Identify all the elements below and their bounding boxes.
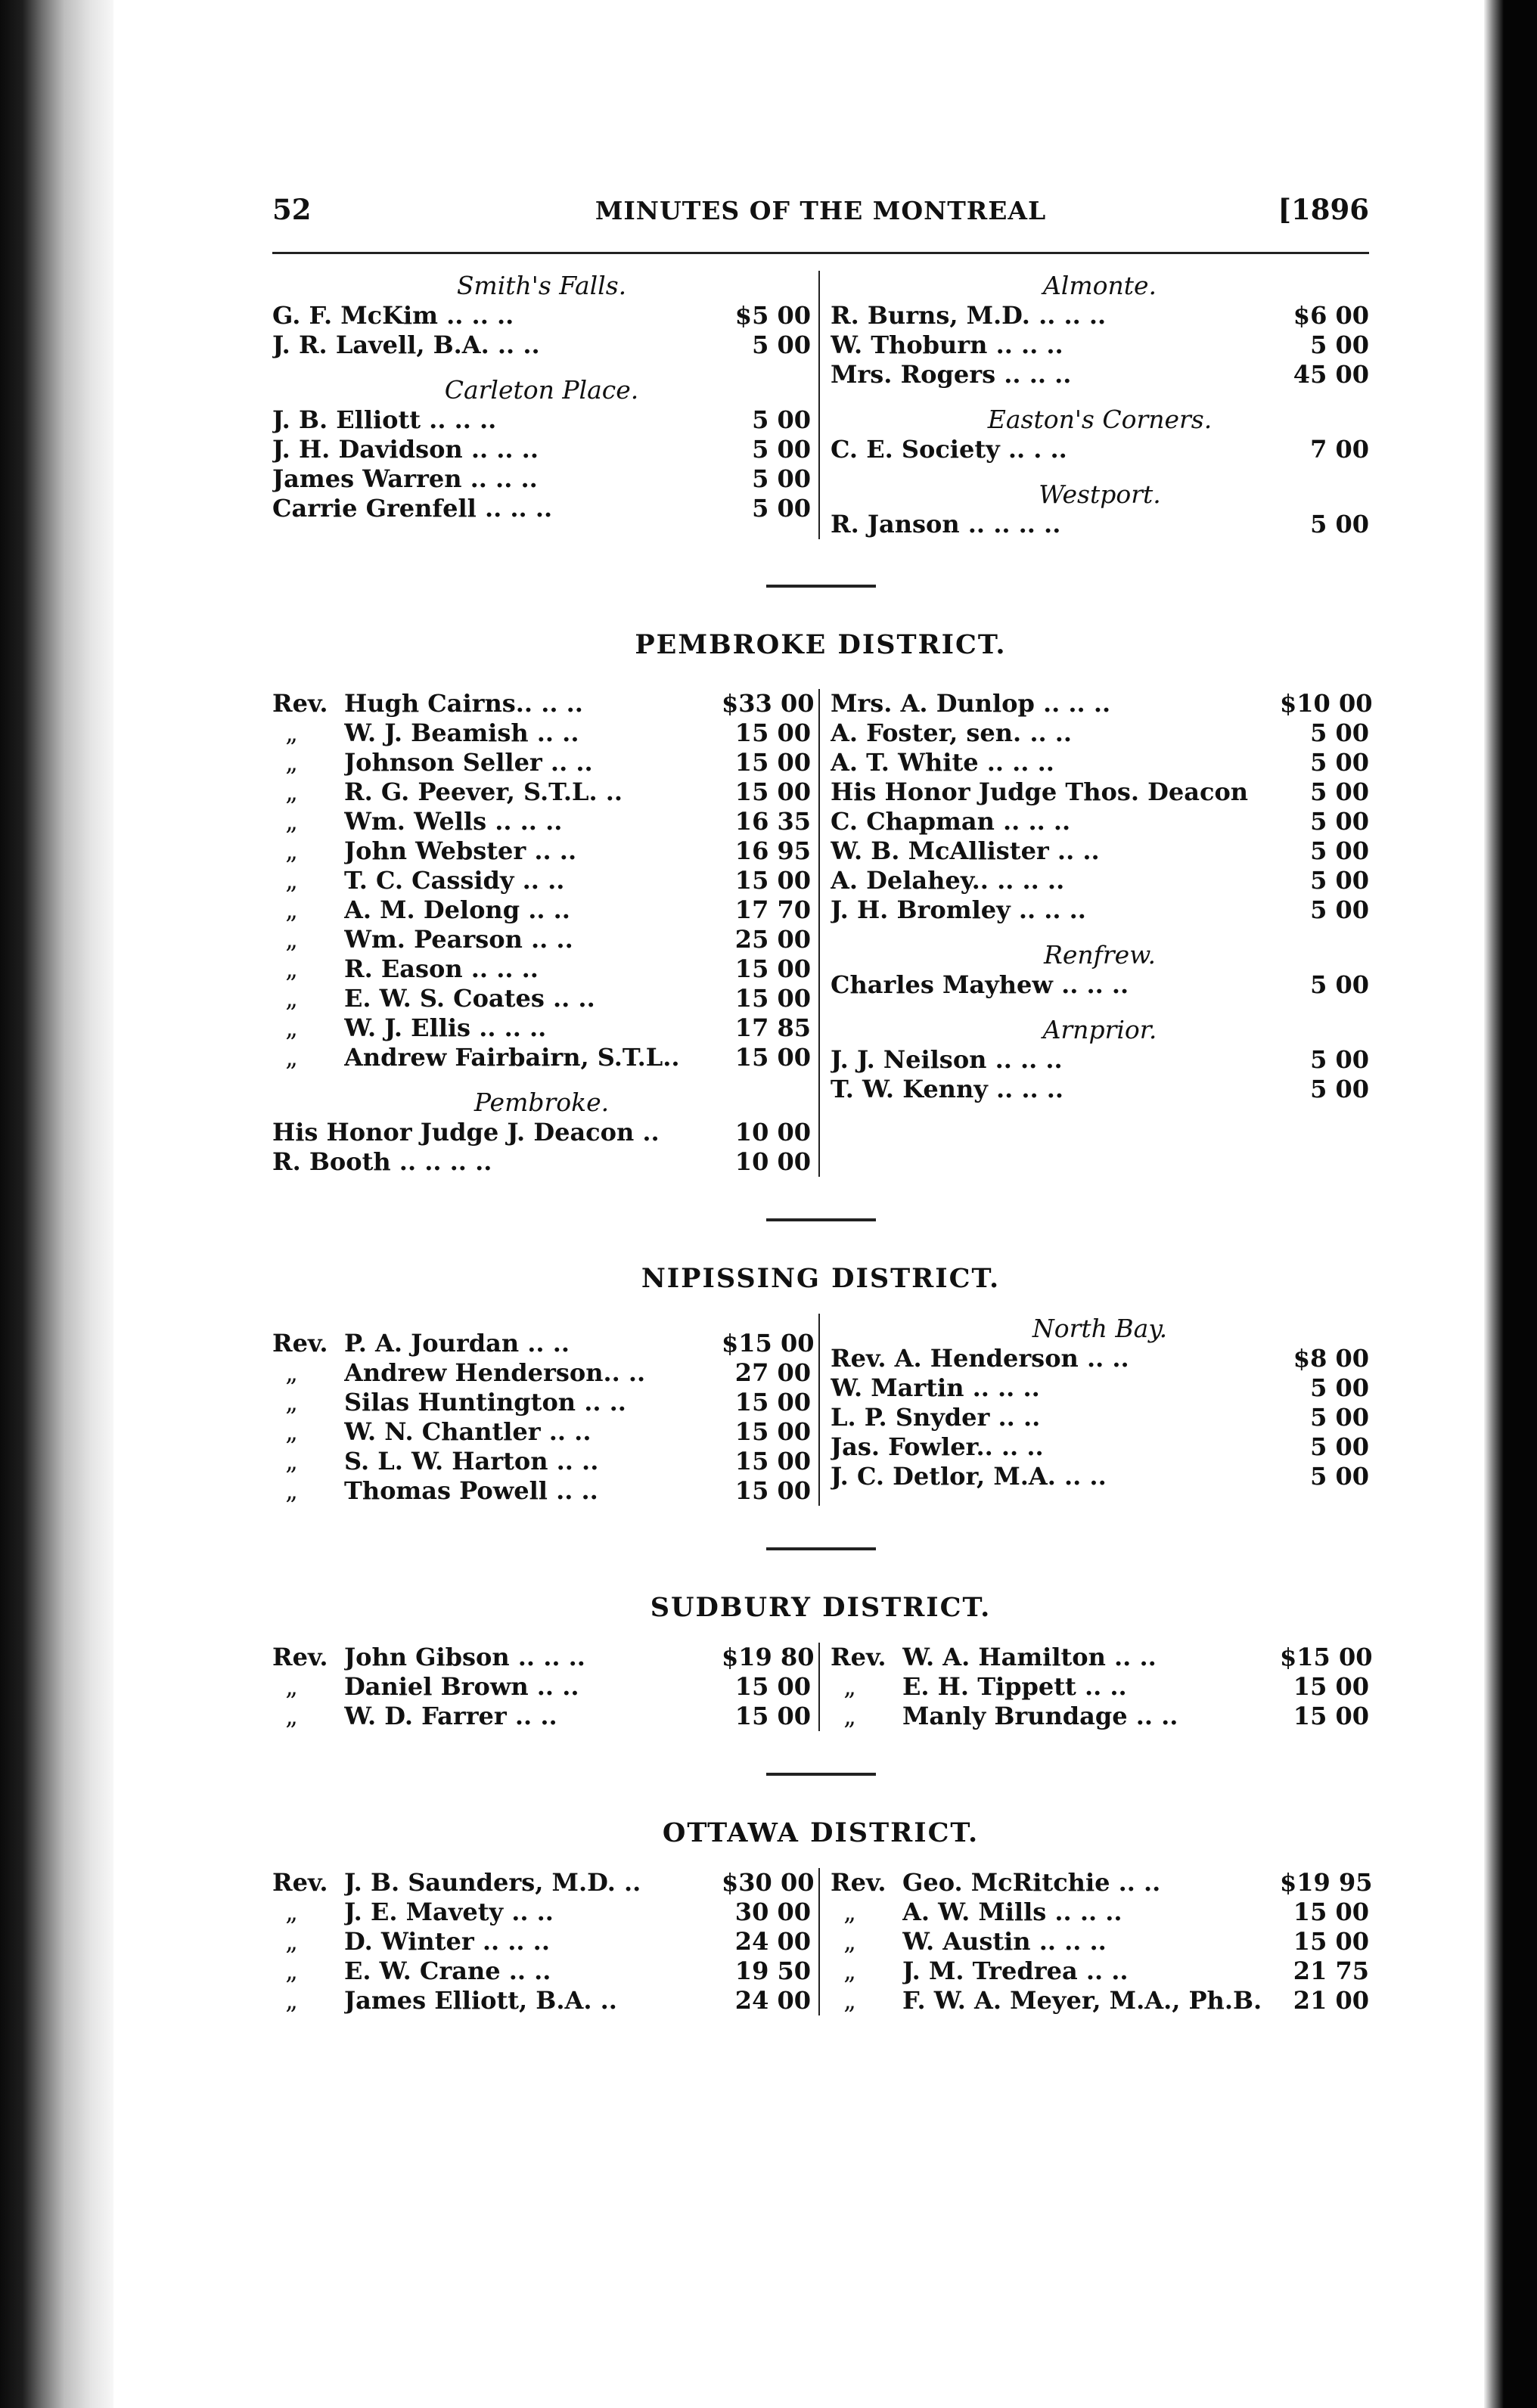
ledger-row (272, 836, 811, 866)
contribution-amount: 17 70 (734, 895, 811, 924)
ledger-row (272, 1868, 815, 1898)
contributor-name: R. Burns, M.D. .. .. .. (831, 301, 1107, 330)
ledger-row (272, 1043, 811, 1072)
contributor-name: J. H. Bromley .. .. .. (831, 895, 1086, 924)
ledger-row (272, 330, 811, 360)
ditto-mark: „ (843, 1898, 856, 1926)
contribution-amount: 5 00 (752, 464, 811, 493)
contribution-amount: 15 00 (734, 1672, 811, 1701)
contributor-name: W. Austin .. .. .. (902, 1927, 1107, 1956)
contributor-name: R. Eason .. .. .. (344, 954, 539, 983)
contributor-name: W. A. Hamilton .. .. (902, 1643, 1157, 1671)
ditto-mark: „ (285, 1672, 298, 1701)
ditto-mark: „ (285, 954, 298, 983)
ditto-mark: „ (285, 1702, 298, 1730)
locality-heading: Westport. (1039, 479, 1161, 509)
ledger-row (831, 510, 1369, 539)
scan-right-edge (1484, 0, 1537, 2408)
sudbury-right-column (820, 1643, 1373, 1731)
contribution-amount: 5 00 (1310, 836, 1369, 865)
contributor-name: Mrs. A. Dunlop .. .. .. (831, 689, 1111, 718)
ledger-row (831, 689, 1373, 718)
running-title: MINUTES OF THE MONTREAL (595, 196, 1047, 225)
ottawa-section (272, 1868, 1373, 2015)
top-right-column (820, 271, 1369, 539)
contribution-amount: 5 00 (1310, 748, 1369, 777)
contributor-name: J. B. Saunders, M.D. .. (344, 1868, 641, 1897)
spacer (272, 360, 811, 375)
ledger-row (272, 301, 811, 330)
ledger-row (272, 1672, 811, 1702)
locality-heading: Arnprior. (1042, 1015, 1157, 1044)
sudbury-section (272, 1643, 1373, 1731)
locality-heading: Carleton Place. (444, 375, 639, 405)
rev-prefix: Rev. (272, 1329, 328, 1358)
ledger-row (831, 807, 1369, 836)
nipissing-section (272, 1314, 1369, 1506)
ledger-row (831, 836, 1369, 866)
contribution-amount: 15 00 (734, 748, 811, 777)
ledger-row (831, 1868, 1373, 1898)
ottawa-right-column (820, 1868, 1373, 2015)
rev-prefix: Rev. (272, 1643, 328, 1671)
contributor-name: Silas Huntington .. .. (344, 1388, 626, 1417)
ledger-row (272, 984, 811, 1013)
contributor-name: W. J. Ellis .. .. .. (344, 1013, 547, 1042)
contributor-name: His Honor Judge J. Deacon .. (272, 1118, 660, 1147)
contribution-amount: 15 00 (734, 777, 811, 806)
contributor-name: Daniel Brown .. .. (344, 1672, 579, 1701)
ledger-row (272, 1329, 815, 1358)
ledger-row (831, 1344, 1369, 1373)
contributor-name: R. G. Peever, S.T.L. .. (344, 777, 623, 806)
contribution-amount: 5 00 (1310, 1045, 1369, 1074)
contributor-name: W. J. Beamish .. .. (344, 718, 579, 747)
contributor-name: L. P. Snyder .. .. (831, 1403, 1041, 1432)
spacer (831, 389, 1369, 405)
ledger-row (272, 954, 811, 984)
ledger-row (831, 360, 1369, 389)
ditto-mark: „ (843, 1956, 856, 1985)
contributor-name: Carrie Grenfell .. .. .. (272, 494, 553, 523)
ledger-row (831, 301, 1369, 330)
contributor-name: Hugh Cairns.. .. .. (344, 689, 583, 718)
contribution-amount: 5 00 (1310, 777, 1369, 806)
ledger-row (831, 777, 1369, 807)
contribution-amount: 5 00 (1310, 330, 1369, 359)
contributor-name: Mrs. Rogers .. .. .. (831, 360, 1072, 389)
contribution-amount: 15 00 (734, 1388, 811, 1417)
contribution-amount: $15 00 (722, 1329, 815, 1358)
ledger-row (272, 866, 811, 895)
contribution-amount: 21 75 (1293, 1956, 1369, 1985)
contributor-name: J. R. Lavell, B.A. .. .. (272, 330, 540, 359)
ledger-row (272, 925, 811, 954)
contributor-name: John Gibson .. .. .. (344, 1643, 585, 1671)
ledger-row (831, 866, 1369, 895)
contributor-name: J. J. Neilson .. .. .. (831, 1045, 1063, 1074)
contributor-name: R. Janson .. .. .. .. (831, 510, 1061, 538)
rev-prefix: Rev. (831, 1643, 886, 1671)
ledger-row (831, 748, 1369, 777)
ditto-mark: „ (285, 1043, 298, 1072)
locality-heading: Renfrew. (1044, 940, 1156, 970)
ledger-row (272, 895, 811, 925)
contributor-name: J. C. Detlor, M.A. .. .. (831, 1462, 1107, 1491)
ledger-row (831, 1075, 1369, 1104)
contribution-amount: $19 95 (1280, 1868, 1373, 1897)
contribution-amount: 19 50 (734, 1956, 811, 1985)
ditto-mark: „ (285, 895, 298, 924)
locality-heading: Almonte. (1042, 271, 1157, 300)
spacer (831, 1000, 1369, 1015)
ledger-row (272, 1476, 811, 1506)
ditto-mark: „ (285, 984, 298, 1013)
ledger-row (831, 435, 1369, 464)
ledger-row (272, 777, 811, 807)
ledger-row (272, 464, 811, 494)
ledger-row (831, 330, 1369, 360)
contribution-amount: 10 00 (734, 1118, 811, 1147)
contribution-amount: 30 00 (734, 1898, 811, 1926)
ledger-row (272, 1358, 811, 1388)
contributor-name: E. W. Crane .. .. (344, 1956, 551, 1985)
ditto-mark: „ (285, 1358, 298, 1387)
spacer (831, 925, 1369, 940)
contribution-amount: 5 00 (752, 435, 811, 464)
top-left-column (272, 271, 820, 539)
contributor-name: A. W. Mills .. .. .. (902, 1898, 1122, 1926)
ditto-mark: „ (285, 1898, 298, 1926)
contribution-amount: 15 00 (1293, 1927, 1369, 1956)
ledger-row (272, 1898, 811, 1927)
ditto-mark: „ (285, 925, 298, 954)
contributor-name: His Honor Judge Thos. Deacon (831, 777, 1249, 806)
ledger-row (272, 807, 811, 836)
contributor-name: R. Booth .. .. .. .. (272, 1147, 492, 1176)
contribution-amount: 15 00 (734, 1417, 811, 1446)
ditto-mark: „ (285, 866, 298, 895)
district-title-sudbury: SUDBURY DISTRICT. (650, 1592, 992, 1623)
top-section (272, 271, 1369, 539)
ditto-mark: „ (843, 1927, 856, 1956)
spacer (272, 1314, 811, 1329)
ditto-mark: „ (285, 1476, 298, 1505)
contribution-amount: 17 85 (734, 1013, 811, 1042)
ditto-mark: „ (843, 1702, 856, 1730)
ditto-mark: „ (285, 836, 298, 865)
contribution-amount: 15 00 (734, 954, 811, 983)
contribution-amount: 5 00 (1310, 1462, 1369, 1491)
contributor-name: Manly Brundage .. .. (902, 1702, 1178, 1730)
contribution-amount: 5 00 (1310, 1403, 1369, 1432)
contributor-name: J. H. Davidson .. .. .. (272, 435, 539, 464)
contributor-name: A. Foster, sen. .. .. (831, 718, 1073, 747)
ledger-row (272, 494, 811, 523)
ledger-row (272, 405, 811, 435)
contributor-name: Johnson Seller .. .. (344, 748, 593, 777)
contribution-amount: 5 00 (752, 405, 811, 434)
ledger-row (272, 1388, 811, 1417)
ditto-mark: „ (285, 1447, 298, 1476)
nipissing-left-column (272, 1314, 820, 1506)
contribution-amount: $5 00 (734, 301, 811, 330)
ledger-row (831, 1403, 1369, 1432)
contributor-name: E. W. S. Coates .. .. (344, 984, 595, 1013)
district-title-nipissing: NIPISSING DISTRICT. (641, 1263, 1001, 1294)
ottawa-left-column (272, 1868, 820, 2015)
contribution-amount: 15 00 (734, 718, 811, 747)
ditto-mark: „ (843, 1986, 856, 2015)
spacer (831, 464, 1369, 479)
rev-prefix: Rev. (272, 689, 328, 718)
pembroke-left-column (272, 689, 820, 1177)
ledger-row (272, 748, 811, 777)
contributor-name: W. B. McAllister .. .. (831, 836, 1100, 865)
locality-heading: Pembroke. (474, 1088, 610, 1117)
contributor-name: Jas. Fowler.. .. .. (831, 1432, 1044, 1461)
contributor-name: James Elliott, B.A. .. (344, 1986, 617, 2015)
ledger-row (831, 1462, 1369, 1491)
contributor-name: John Webster .. .. (344, 836, 577, 865)
contributor-name: S. L. W. Harton .. .. (344, 1447, 599, 1476)
ledger-row (831, 1432, 1369, 1462)
ledger-row (272, 689, 815, 718)
ledger-row (272, 718, 811, 748)
ledger-row (831, 1986, 1369, 2015)
spacer (272, 1072, 811, 1088)
ditto-mark: „ (285, 1013, 298, 1042)
contributor-name: Charles Mayhew .. .. .. (831, 970, 1129, 999)
contributor-name: Wm. Pearson .. .. (344, 925, 573, 954)
contributor-name: E. H. Tippett .. .. (902, 1672, 1127, 1701)
contributor-name: Andrew Fairbairn, S.T.L.. (344, 1043, 680, 1072)
ledger-row (831, 1956, 1369, 1986)
contribution-amount: 15 00 (1293, 1672, 1369, 1701)
ledger-row (272, 1447, 811, 1476)
ledger-row (272, 435, 811, 464)
ledger-row (272, 1417, 811, 1447)
contribution-amount: 15 00 (734, 984, 811, 1013)
ledger-row (272, 1118, 811, 1147)
ledger-row (831, 1898, 1369, 1927)
contribution-amount: 15 00 (734, 1447, 811, 1476)
ditto-mark: „ (843, 1672, 856, 1701)
ditto-mark: „ (285, 1956, 298, 1985)
ledger-row (831, 1702, 1369, 1731)
contribution-amount: 5 00 (752, 494, 811, 523)
page-header (272, 193, 1369, 246)
contribution-amount: 16 35 (734, 807, 811, 836)
page-number: 52 (272, 193, 312, 226)
contributor-name: T. C. Cassidy .. .. (344, 866, 565, 895)
contribution-amount: 5 00 (1310, 1373, 1369, 1402)
sudbury-left-column (272, 1643, 820, 1731)
contribution-amount: $10 00 (1280, 689, 1373, 718)
contribution-amount: 27 00 (734, 1358, 811, 1387)
contribution-amount: 5 00 (1310, 1432, 1369, 1461)
contributor-name: W. N. Chantler .. .. (344, 1417, 592, 1446)
district-title-pembroke: PEMBROKE DISTRICT. (635, 629, 1007, 660)
locality-heading: Smith's Falls. (456, 271, 627, 300)
ditto-mark: „ (285, 807, 298, 836)
header-year: [1896 (1278, 193, 1369, 226)
contribution-amount: $19 80 (722, 1643, 815, 1671)
contributor-name: T. W. Kenny .. .. .. (831, 1075, 1064, 1103)
contribution-amount: 15 00 (734, 866, 811, 895)
ledger-row (831, 970, 1369, 1000)
ditto-mark: „ (285, 718, 298, 747)
contribution-amount: 24 00 (734, 1927, 811, 1956)
ditto-mark: „ (285, 1388, 298, 1417)
ditto-mark: „ (285, 1986, 298, 2015)
contribution-amount: 25 00 (734, 925, 811, 954)
rev-prefix: Rev. (831, 1868, 886, 1897)
contributor-name: J. E. Mavety .. .. (344, 1898, 554, 1926)
contribution-amount: 5 00 (1310, 510, 1369, 538)
ledger-row (272, 1013, 811, 1043)
contribution-amount: 5 00 (1310, 807, 1369, 836)
contribution-amount: 15 00 (734, 1476, 811, 1505)
contributor-name: F. W. A. Meyer, M.A., Ph.B. (902, 1986, 1262, 2015)
nipissing-right-column (820, 1314, 1369, 1506)
contributor-name: A. T. White .. .. .. (831, 748, 1054, 777)
contributor-name: Wm. Wells .. .. .. (344, 807, 563, 836)
contribution-amount: 5 00 (1310, 718, 1369, 747)
contribution-amount: 5 00 (1310, 1075, 1369, 1103)
ledger-row (831, 895, 1369, 925)
contributor-name: W. Thoburn .. .. .. (831, 330, 1063, 359)
contributor-name: W. Martin .. .. .. (831, 1373, 1040, 1402)
rev-prefix: Rev. (272, 1868, 328, 1897)
contributor-name: W. D. Farrer .. .. (344, 1702, 557, 1730)
contribution-amount: 7 00 (1310, 435, 1369, 464)
contributor-name: Thomas Powell .. .. (344, 1476, 598, 1505)
contribution-amount: 10 00 (734, 1147, 811, 1176)
contributor-name: Rev. A. Henderson .. .. (831, 1344, 1129, 1373)
ditto-mark: „ (285, 1927, 298, 1956)
ledger-row (831, 718, 1369, 748)
contribution-amount: 24 00 (734, 1986, 811, 2015)
contribution-amount: $15 00 (1280, 1643, 1373, 1671)
ledger-row (272, 1702, 811, 1731)
contribution-amount: $30 00 (722, 1868, 815, 1897)
contribution-amount: 5 00 (1310, 970, 1369, 999)
ledger-row (831, 1373, 1369, 1403)
contributor-name: A. M. Delong .. .. (344, 895, 570, 924)
district-title-ottawa: OTTAWA DISTRICT. (662, 1817, 980, 1848)
contributor-name: J. B. Elliott .. .. .. (272, 405, 497, 434)
contribution-amount: $8 00 (1293, 1344, 1369, 1373)
contributor-name: C. E. Society .. . .. (831, 435, 1067, 464)
contributor-name: J. M. Tredrea .. .. (902, 1956, 1129, 1985)
contribution-amount: 21 00 (1293, 1986, 1369, 2015)
contribution-amount: 15 00 (1293, 1702, 1369, 1730)
ditto-mark: „ (285, 748, 298, 777)
contribution-amount: 15 00 (734, 1702, 811, 1730)
contributor-name: G. F. McKim .. .. .. (272, 301, 514, 330)
ditto-mark: „ (285, 777, 298, 806)
contribution-amount: 5 00 (752, 330, 811, 359)
contributor-name: A. Delahey.. .. .. .. (831, 866, 1065, 895)
contributor-name: Geo. McRitchie .. .. (902, 1868, 1161, 1897)
contributor-name: Andrew Henderson.. .. (344, 1358, 646, 1387)
ledger-row (272, 1986, 811, 2015)
contribution-amount: 5 00 (1310, 895, 1369, 924)
scan-left-edge (0, 0, 113, 2408)
pembroke-section (272, 689, 1373, 1177)
ledger-row (272, 1956, 811, 1986)
locality-heading: North Bay. (1032, 1314, 1168, 1343)
contribution-amount: 16 95 (734, 836, 811, 865)
contributor-name: D. Winter .. .. .. (344, 1927, 550, 1956)
contribution-amount: $33 00 (722, 689, 815, 718)
pembroke-right-column (820, 689, 1373, 1177)
page (272, 193, 1373, 2015)
contribution-amount: 5 00 (1310, 866, 1369, 895)
ditto-mark: „ (285, 1417, 298, 1446)
ledger-row (831, 1672, 1369, 1702)
contribution-amount: 45 00 (1293, 360, 1369, 389)
ledger-row (831, 1045, 1369, 1075)
contribution-amount: 15 00 (1293, 1898, 1369, 1926)
locality-heading: Easton's Corners. (987, 405, 1213, 434)
contributor-name: C. Chapman .. .. .. (831, 807, 1071, 836)
ledger-row (272, 1147, 811, 1177)
ledger-row (831, 1927, 1369, 1956)
contribution-amount: $6 00 (1293, 301, 1369, 330)
contributor-name: James Warren .. .. .. (272, 464, 538, 493)
contribution-amount: 15 00 (734, 1043, 811, 1072)
contributor-name: P. A. Jourdan .. .. (344, 1329, 570, 1358)
ledger-row (272, 1643, 815, 1672)
ledger-row (272, 1927, 811, 1956)
ledger-row (831, 1643, 1373, 1672)
